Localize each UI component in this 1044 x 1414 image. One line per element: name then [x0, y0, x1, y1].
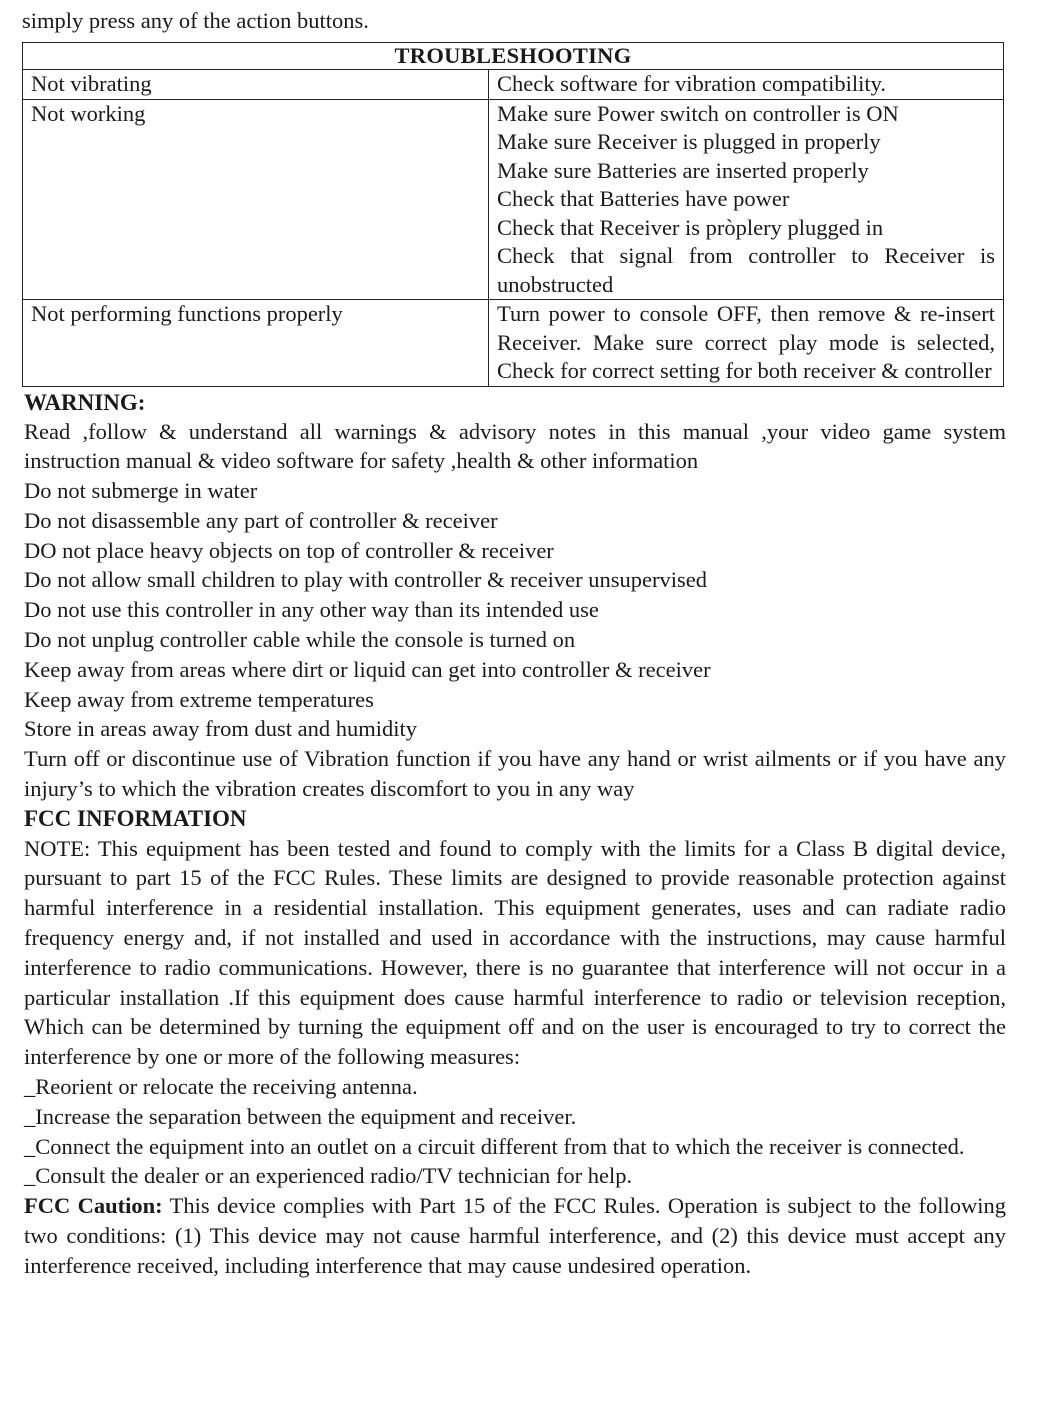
intro-text: simply press any of the action buttons.	[22, 8, 369, 33]
troubleshooting-title: TROUBLESHOOTING	[23, 43, 1004, 70]
solution-text: Make sure Batteries are inserted properly	[497, 157, 869, 183]
problem-cell: Not vibrating	[23, 70, 489, 100]
problem-cell: Not working	[23, 99, 489, 300]
solution-text: Check that Batteries have power	[497, 186, 790, 211]
troubleshooting-header-row	[23, 43, 1004, 70]
list-item: _Connect the equipment into an outlet on a circuit different from that to which the receiver is connected.	[24, 1133, 965, 1159]
warning-intro: Read ,follow & understand all warnings & advisory notes in this manual ,your video game system instruction manual & video software for safety ,health & other information	[24, 418, 1006, 474]
fcc-caution-label: FCC Caution:	[24, 1193, 163, 1219]
list-item: _Increase the separation between the equipment and receiver.	[24, 1103, 577, 1129]
solution-text: Check that Receiver is pròplery plugged in	[497, 214, 884, 240]
list-item: _Reorient or relocate the receiving antenna.	[24, 1074, 418, 1100]
solution-cell	[489, 99, 1004, 300]
warning-list	[24, 476, 1006, 744]
list-item: Do not use this controller in any other way than its intended use	[24, 597, 599, 623]
fcc-note: NOTE: This equipment has been tested and found to comply with the limits for a Class B digital device, pursuant to part 15 of the FCC Rules. These limits are designed to provide reasonable protection against harmful interference in a residential installation. This equipment generates, uses and can radiate radio frequency energy and, if not installed and used in accordance with the instructions, may cause harmful interference to radio communications. However, there is no guarantee that interference will not occur in a particular installation .If this equipment does cause harmful interference to radio or television reception, Which can be determined by turning the equipment off and on the user is encouraged to try to correct the interference by one or more of the following measures:	[24, 835, 1006, 1070]
table-row	[23, 99, 1004, 300]
solution-text: Turn power to console OFF, then remove & re-insert Receiver. Make sure correct play mode is selected, Check for correct setting for both receiver & controller	[497, 301, 995, 383]
list-item: Do not allow small children to play with controller & receiver unsupervised	[24, 567, 707, 593]
fcc-heading: FCC INFORMATION	[24, 805, 247, 831]
fcc-caution-text: This device complies with Part 15 of the FCC Rules. Operation is subject to the following two conditions: (1) This device may not cause harmful interference, and (2) this device must accept any interference received, including interference that may cause undesired operation.	[24, 1193, 1007, 1278]
solution-text: Check software for vibration compatibility.	[497, 71, 887, 96]
warning-heading: WARNING:	[24, 389, 146, 415]
fcc-caution	[24, 1191, 1006, 1280]
manual-page	[24, 6, 1006, 1281]
solution-text: Make sure Receiver is plugged in properly	[497, 129, 881, 154]
solution-cell	[489, 70, 1004, 100]
list-item: Store in areas away from dust and humidity	[24, 716, 418, 742]
list-item: Keep away from areas where dirt or liquid can get into controller & receiver	[24, 656, 711, 682]
table-row	[23, 70, 1004, 100]
warning-closing: Turn off or discontinue use of Vibration function if you have any hand or wrist ailments or if you have any injury’s to which the vibration creates discomfort to you in any way	[24, 746, 1006, 802]
table-row	[23, 300, 1004, 387]
troubleshooting-table	[22, 42, 1004, 387]
problem-cell: Not performing functions properly	[23, 300, 489, 387]
list-item: DO not place heavy objects on top of controller & receiver	[24, 537, 554, 563]
list-item: _Consult the dealer or an experienced radio/TV technician for help.	[24, 1163, 633, 1189]
solution-text: Check that signal from controller to Receiver is unobstructed	[497, 243, 995, 297]
list-item: Do not disassemble any part of controller & receiver	[24, 507, 498, 533]
solution-text: Make sure Power switch on controller is ON	[497, 100, 899, 126]
fcc-measures-list	[24, 1072, 1006, 1191]
solution-cell	[489, 300, 1004, 387]
list-item: Keep away from extreme temperatures	[24, 686, 374, 712]
list-item: Do not unplug controller cable while the console is turned on	[24, 627, 576, 653]
list-item: Do not submerge in water	[24, 478, 258, 504]
